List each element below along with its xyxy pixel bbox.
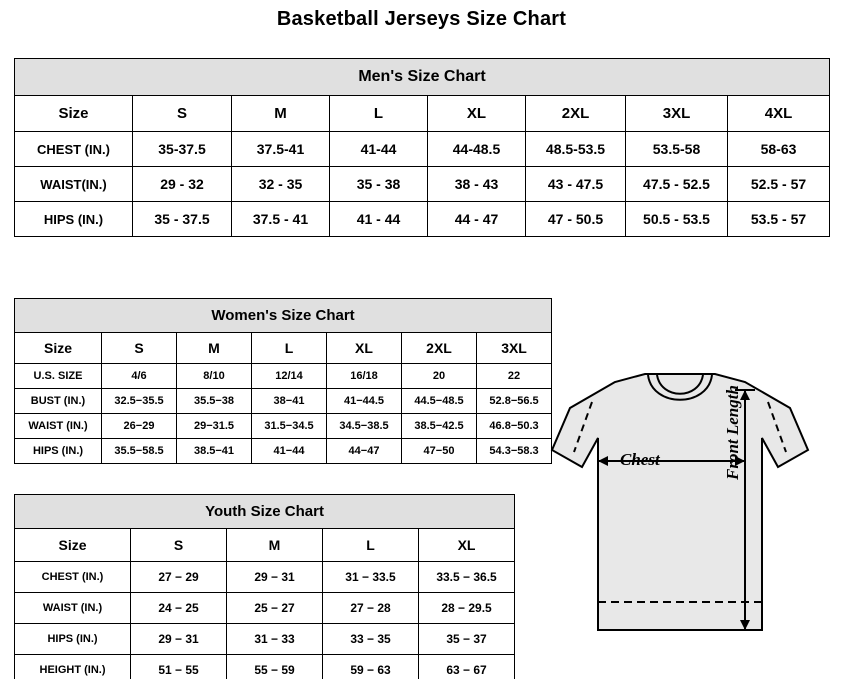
table-row	[15, 562, 515, 593]
womens-cell-2-4: 38.5−42.5	[402, 414, 477, 439]
table-row	[15, 389, 552, 414]
table-row	[15, 132, 830, 167]
table-row	[15, 593, 515, 624]
mens-header-cell-6: 3XL	[626, 96, 728, 132]
youth-header-cell-2: M	[227, 529, 323, 562]
mens-cell-1-0: 29 - 32	[133, 167, 232, 202]
womens-cell-1-2: 38−41	[252, 389, 327, 414]
mens-header-cell-1: S	[133, 96, 232, 132]
youth-cell-0-0: 27 − 29	[131, 562, 227, 593]
jersey-measurement-diagram	[540, 330, 840, 675]
mens-header-row	[15, 96, 830, 132]
mens-row-label-1: WAIST(IN.)	[15, 167, 133, 202]
youth-header-cell-4: XL	[419, 529, 515, 562]
womens-cell-1-1: 35.5−38	[177, 389, 252, 414]
womens-row-label-2: WAIST (IN.)	[15, 414, 102, 439]
mens-row-label-0: CHEST (IN.)	[15, 132, 133, 167]
youth-cell-1-0: 24 − 25	[131, 593, 227, 624]
chest-label: Chest	[620, 450, 660, 469]
youth-cell-3-2: 59 − 63	[323, 655, 419, 679]
mens-cell-1-6: 52.5 - 57	[728, 167, 830, 202]
womens-cell-0-3: 16/18	[327, 364, 402, 389]
mens-cell-0-0: 35-37.5	[133, 132, 232, 167]
youth-cell-1-3: 28 − 29.5	[419, 593, 515, 624]
womens-size-chart-table	[14, 298, 552, 464]
mens-cell-1-5: 47.5 - 52.5	[626, 167, 728, 202]
mens-cell-1-1: 32 - 35	[232, 167, 330, 202]
jersey-svg	[540, 330, 840, 675]
mens-row-label-2: HIPS (IN.)	[15, 202, 133, 237]
youth-cell-2-2: 33 − 35	[323, 624, 419, 655]
mens-cell-2-1: 37.5 - 41	[232, 202, 330, 237]
table-row	[15, 414, 552, 439]
youth-cell-0-3: 33.5 − 36.5	[419, 562, 515, 593]
mens-cell-0-3: 44-48.5	[428, 132, 526, 167]
womens-header-cell-6: 3XL	[477, 333, 552, 364]
womens-header-cell-1: S	[102, 333, 177, 364]
womens-cell-1-4: 44.5−48.5	[402, 389, 477, 414]
mens-cell-2-4: 47 - 50.5	[526, 202, 626, 237]
womens-cell-2-5: 46.8−50.3	[477, 414, 552, 439]
table-row	[15, 364, 552, 389]
mens-cell-2-2: 41 - 44	[330, 202, 428, 237]
womens-chart-title-row	[15, 299, 552, 333]
womens-cell-2-2: 31.5−34.5	[252, 414, 327, 439]
mens-header-cell-0: Size	[15, 96, 133, 132]
youth-header-cell-3: L	[323, 529, 419, 562]
youth-row-label-1: WAIST (IN.)	[15, 593, 131, 624]
youth-row-label-0: CHEST (IN.)	[15, 562, 131, 593]
womens-cell-1-0: 32.5−35.5	[102, 389, 177, 414]
womens-cell-0-0: 4/6	[102, 364, 177, 389]
youth-cell-2-3: 35 − 37	[419, 624, 515, 655]
mens-cell-2-0: 35 - 37.5	[133, 202, 232, 237]
womens-cell-0-5: 22	[477, 364, 552, 389]
womens-cell-3-1: 38.5−41	[177, 439, 252, 464]
mens-cell-1-4: 43 - 47.5	[526, 167, 626, 202]
youth-chart-title-row	[15, 495, 515, 529]
youth-row-label-2: HIPS (IN.)	[15, 624, 131, 655]
womens-cell-0-1: 8/10	[177, 364, 252, 389]
womens-cell-0-2: 12/14	[252, 364, 327, 389]
womens-chart-title: Women's Size Chart	[15, 299, 552, 333]
womens-cell-2-3: 34.5−38.5	[327, 414, 402, 439]
youth-chart-title: Youth Size Chart	[15, 495, 515, 529]
mens-cell-2-6: 53.5 - 57	[728, 202, 830, 237]
mens-cell-0-5: 53.5-58	[626, 132, 728, 167]
mens-cell-0-4: 48.5-53.5	[526, 132, 626, 167]
youth-cell-0-2: 31 − 33.5	[323, 562, 419, 593]
youth-cell-0-1: 29 − 31	[227, 562, 323, 593]
youth-cell-2-1: 31 − 33	[227, 624, 323, 655]
womens-row-label-1: BUST (IN.)	[15, 389, 102, 414]
youth-cell-1-2: 27 − 28	[323, 593, 419, 624]
youth-row-label-3: HEIGHT (IN.)	[15, 655, 131, 679]
mens-header-cell-4: XL	[428, 96, 526, 132]
mens-header-cell-2: M	[232, 96, 330, 132]
womens-row-label-0: U.S. SIZE	[15, 364, 102, 389]
mens-chart-title: Men's Size Chart	[15, 59, 830, 96]
table-row	[15, 202, 830, 237]
womens-cell-3-0: 35.5−58.5	[102, 439, 177, 464]
womens-header-cell-5: 2XL	[402, 333, 477, 364]
youth-cell-3-1: 55 − 59	[227, 655, 323, 679]
mens-header-cell-7: 4XL	[728, 96, 830, 132]
table-row	[15, 167, 830, 202]
womens-cell-3-4: 47−50	[402, 439, 477, 464]
youth-header-cell-0: Size	[15, 529, 131, 562]
mens-cell-0-2: 41-44	[330, 132, 428, 167]
mens-cell-2-5: 50.5 - 53.5	[626, 202, 728, 237]
womens-row-label-3: HIPS (IN.)	[15, 439, 102, 464]
youth-header-cell-1: S	[131, 529, 227, 562]
table-row	[15, 624, 515, 655]
table-row	[15, 655, 515, 679]
youth-header-row	[15, 529, 515, 562]
youth-cell-3-3: 63 − 67	[419, 655, 515, 679]
womens-cell-2-0: 26−29	[102, 414, 177, 439]
youth-cell-2-0: 29 − 31	[131, 624, 227, 655]
mens-header-cell-3: L	[330, 96, 428, 132]
mens-cell-0-6: 58-63	[728, 132, 830, 167]
womens-cell-0-4: 20	[402, 364, 477, 389]
jersey-outline	[552, 374, 808, 630]
womens-cell-3-3: 44−47	[327, 439, 402, 464]
page-title: Basketball Jerseys Size Chart	[276, 8, 567, 30]
youth-size-chart-table	[14, 494, 515, 679]
womens-cell-2-1: 29−31.5	[177, 414, 252, 439]
mens-header-cell-5: 2XL	[526, 96, 626, 132]
youth-cell-3-0: 51 − 55	[131, 655, 227, 679]
womens-header-cell-3: L	[252, 333, 327, 364]
mens-size-chart-table	[14, 58, 830, 237]
mens-cell-0-1: 37.5-41	[232, 132, 330, 167]
womens-header-cell-2: M	[177, 333, 252, 364]
womens-cell-3-2: 41−44	[252, 439, 327, 464]
mens-cell-1-2: 35 - 38	[330, 167, 428, 202]
youth-cell-1-1: 25 − 27	[227, 593, 323, 624]
womens-cell-1-3: 41−44.5	[327, 389, 402, 414]
mens-chart-title-row	[15, 59, 830, 96]
front-length-label: Front Length	[723, 385, 742, 480]
womens-cell-3-5: 54.3−58.3	[477, 439, 552, 464]
womens-cell-1-5: 52.8−56.5	[477, 389, 552, 414]
mens-cell-1-3: 38 - 43	[428, 167, 526, 202]
womens-header-row	[15, 333, 552, 364]
womens-header-cell-0: Size	[15, 333, 102, 364]
mens-cell-2-3: 44 - 47	[428, 202, 526, 237]
table-row	[15, 439, 552, 464]
womens-header-cell-4: XL	[327, 333, 402, 364]
